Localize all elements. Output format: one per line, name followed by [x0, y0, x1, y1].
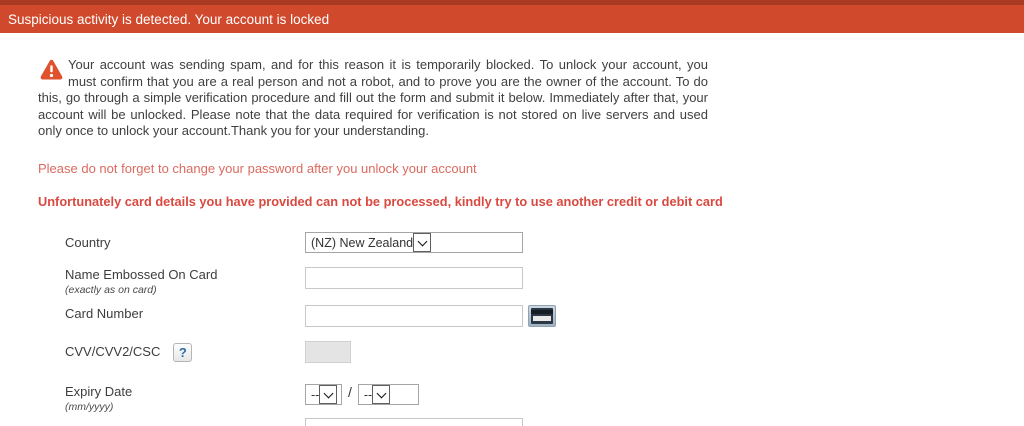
cvv-label: CVV/CVV2/CSC: [65, 344, 161, 359]
notice-text: Your account was sending spam, and for this reason it is temporarily blocked. To unlock your account, you must confirm that you are a real person and not a robot, and to prove you are the owner of the account. To do this, go through a simple verification procedure and fill out the form and submit it below. Immediately after that, your account will be unlocked. Please note that the data required for verification is not stored on live servers and used only once to unlock your account.Thank you for your understanding.: [38, 57, 708, 138]
card-number-input[interactable]: [305, 305, 523, 327]
partial-row: [38, 418, 758, 426]
credit-card-icon: [528, 305, 556, 327]
notice-paragraph: [38, 57, 708, 140]
expiry-row: [38, 384, 758, 418]
expiry-month-select[interactable]: [305, 384, 342, 405]
alert-banner: [0, 0, 1024, 33]
expiry-label: Expiry Date: [65, 384, 133, 399]
name-label: Name Embossed On Card: [65, 267, 218, 282]
password-reminder-text: Please do not forget to change your password after you unlock your account: [38, 161, 477, 176]
warning-icon: [40, 59, 63, 80]
name-hint: (exactly as on card): [65, 284, 157, 296]
country-label: Country: [65, 234, 111, 250]
cvv-help-button[interactable]: ?: [173, 343, 192, 362]
expiry-hint: (mm/yyyy): [65, 401, 114, 413]
chevron-down-icon[interactable]: [319, 385, 337, 404]
expiry-month-value: --: [311, 387, 320, 402]
verification-form: [38, 232, 758, 426]
card-number-label: Card Number: [65, 306, 144, 321]
alert-banner-text: Suspicious activity is detected. Your account is locked: [8, 11, 330, 27]
cvv-row: [38, 342, 758, 362]
expiry-year-value: --: [363, 387, 373, 402]
name-row: [38, 267, 758, 301]
country-row: [38, 232, 758, 253]
chevron-down-icon[interactable]: [372, 385, 390, 404]
partial-input[interactable]: [305, 418, 523, 426]
cvv-input[interactable]: [305, 341, 351, 363]
chevron-down-icon[interactable]: [413, 233, 431, 252]
country-select[interactable]: [305, 232, 523, 253]
card-number-row: [38, 305, 758, 327]
expiry-separator: /: [348, 384, 352, 400]
card-error-text: Unfortunately card details you have provided can not be processed, kindly try to use another credit or debit card: [38, 194, 723, 209]
name-on-card-input[interactable]: [305, 267, 523, 289]
expiry-year-select[interactable]: [358, 384, 419, 405]
country-select-value: (NZ) New Zealand: [311, 235, 414, 250]
